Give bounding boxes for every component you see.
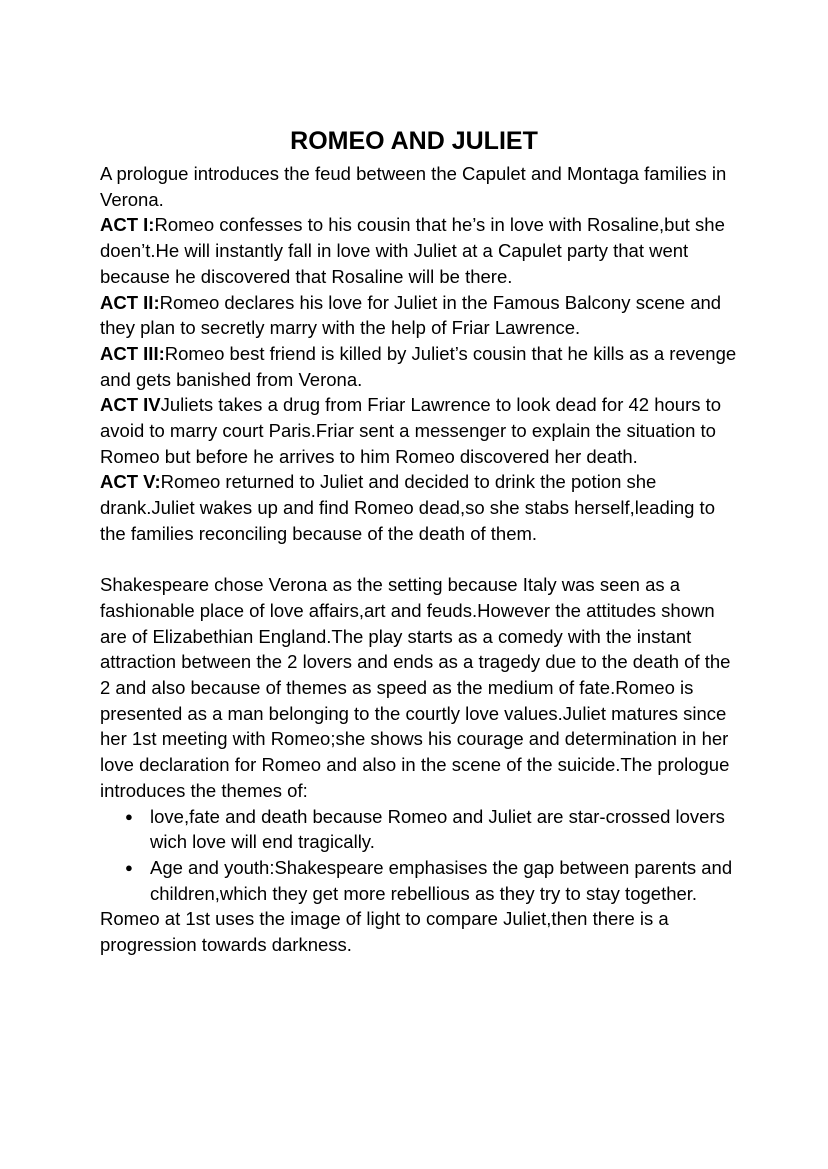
analysis-paragraph: Shakespeare chose Verona as the setting because Italy was seen as a fashionable place of love affairs,art and feuds.However the attitudes shown are of Elizabethian England.The play starts as a comedy with the instant attraction between the 2 lovers and ends as a tragedy due to the death of the 2 and also because of themes as speed as the medium of fate.Romeo is presented as a man belonging to the courtly love values.Juliet matures since her 1st meeting with Romeo;she shows his courage and determination in her love declaration for Romeo and also in the scene of the suicide.The prologue introduces the themes of: [100, 574, 731, 801]
act-4-paragraph [100, 392, 740, 469]
act-3-text: Romeo best friend is killed by Juliet’s cousin that he kills as a revenge and gets banished from Verona. [100, 342, 737, 390]
act-5-text: Romeo returned to Juliet and decided to drink the potion she drank.Juliet wakes up and find Romeo dead,so she stabs herself,leading to the families reconciling because of the death of them. [100, 471, 715, 544]
document-body [100, 161, 740, 958]
paragraph-spacer [100, 547, 740, 573]
prologue-paragraph: A prologue introduces the feud between the Capulet and Montaga families in Verona. [100, 163, 727, 210]
theme-item-love-fate-death: ● love,fate and death because Romeo and Juliet are star-crossed lovers wich love will end tragically. [150, 804, 740, 855]
document-title: ROMEO AND JULIET [290, 127, 538, 155]
act-2-paragraph [100, 290, 740, 341]
theme-item-age-youth: ● Age and youth:Shakespeare emphasises the gap between parents and children,which they get more rebellious as they try to stay together. [150, 855, 740, 906]
act-5-label: ACT V: [100, 471, 161, 493]
themes-list [100, 804, 740, 907]
conclusion-paragraph: Romeo at 1st uses the image of light to compare Juliet,then there is a progression towards darkness. [100, 908, 669, 956]
act-4-label: ACT IV [100, 394, 161, 416]
act-2-text: Romeo declares his love for Juliet in the Famous Balcony scene and they plan to secretly marry with the help of Friar Lawrence. [100, 291, 722, 339]
act-4-text: Juliets takes a drug from Friar Lawrence to look dead for 42 hours to avoid to marry court Paris.Friar sent a messenger to explain the situation to Romeo but before he arrives to him Romeo discovered her death. [100, 394, 722, 467]
act-5-paragraph [100, 469, 740, 546]
act-3-label: ACT III: [100, 342, 165, 364]
act-3-paragraph [100, 341, 740, 392]
act-1-label: ACT I: [100, 214, 155, 236]
act-1-paragraph [100, 212, 740, 289]
act-1-text: Romeo confesses to his cousin that he’s in love with Rosaline,but she doen’t.He will instantly fall in love with Juliet at a Capulet party that went because he discovered that Rosaline will be there. [100, 214, 725, 287]
act-2-label: ACT II: [100, 291, 160, 313]
